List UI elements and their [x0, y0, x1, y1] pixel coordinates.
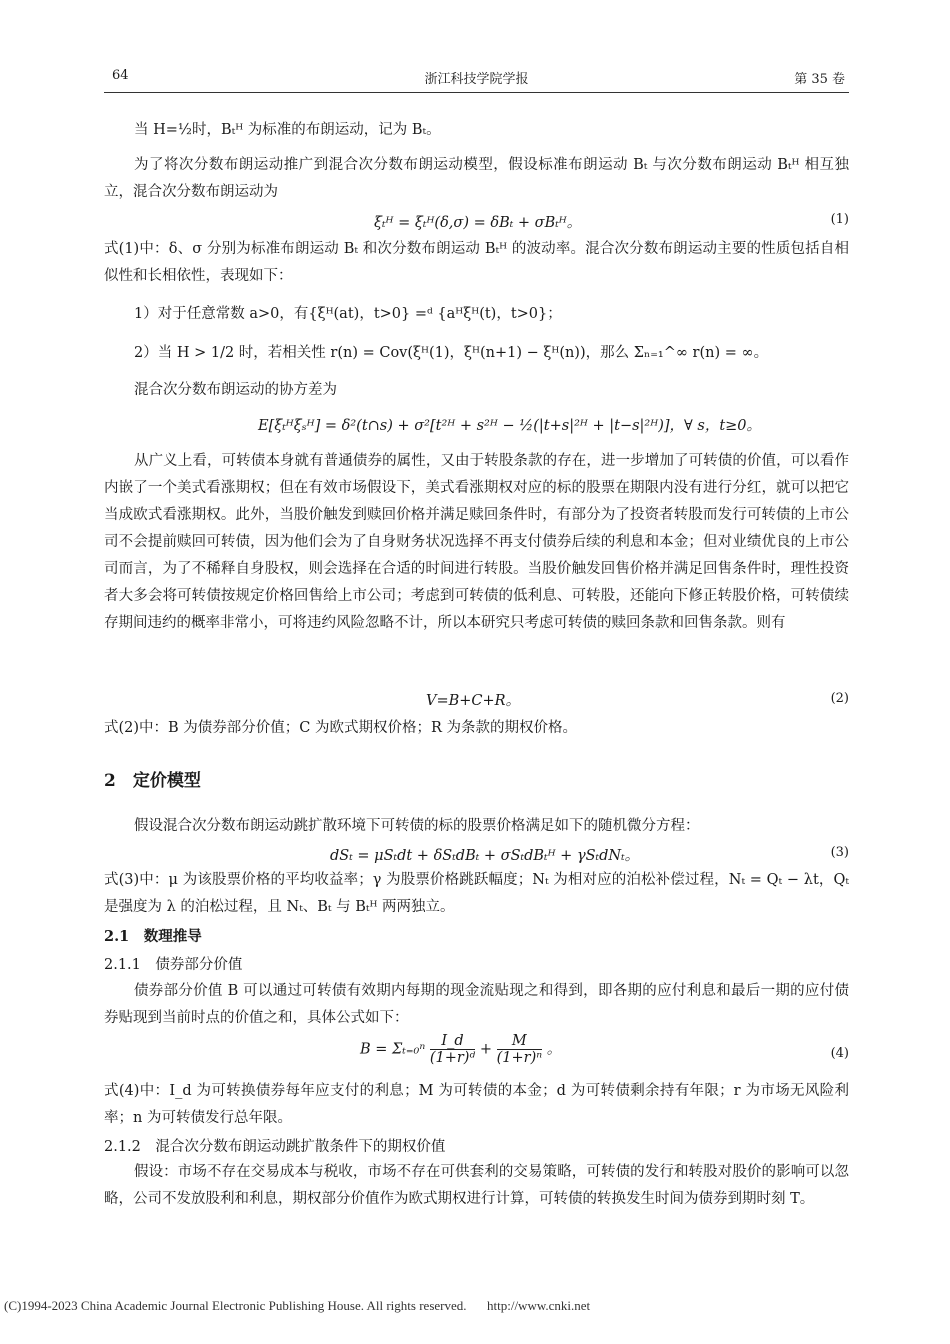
equation-4-number: (4): [830, 1046, 849, 1061]
eq4-end: 。: [546, 1041, 562, 1058]
section-2-1-2-heading: 2.1.2 混合次分数布朗运动跳扩散条件下的期权价值: [104, 1139, 446, 1155]
eq4-frac1-den: (1+r)ᵈ: [429, 1050, 476, 1066]
eq4-frac2-den: (1+r)ⁿ: [496, 1050, 543, 1066]
equation-2-number: (2): [830, 691, 849, 706]
volume-label: 第 35 卷: [794, 72, 845, 87]
journal-title: 浙江科技学院学报: [424, 72, 529, 87]
equation-covariance: E[ξₜᴴξₛᴴ] = δ²(t∩s) + σ²[t²ᴴ + s²ᴴ − ½(|t+s|²ᴴ + |t−s|²ᴴ)]，∀ s，t≥0。: [258, 418, 762, 434]
equation-2-note: 式(2)中：B 为债券部分价值；C 为欧式期权价格；R 为条款的期权价格。: [104, 720, 578, 736]
copyright-notice: (C)1994-2023 China Academic Journal Electronic Publishing House. All rights reserved.: [4, 1298, 467, 1313]
eq4-sum: Σₜ₌₀ⁿ: [392, 1041, 426, 1058]
section-2-1-heading: 2.1 数理推导: [104, 928, 202, 945]
equation-3: dSₜ = μSₜdt + δSₜdBₜ + σSₜdBₜᴴ + γSₜdNₜ。: [330, 848, 640, 864]
line-h-half: 当 H=½时，Bₜᴴ 为标准的布朗运动，记为 Bₜ。: [134, 122, 441, 138]
section-2-1-1-heading: 2.1.1 债券部分价值: [104, 957, 243, 973]
covariance-intro: 混合次分数布朗运动的协方差为: [134, 382, 337, 398]
section-2-heading: 2 定价模型: [104, 771, 201, 791]
para-broad-view: 从广义上看，可转债本身就有普通债券的属性，又由于转股条款的存在，进一步增加了可转债的价值，可以看作内嵌了一个美式看涨期权；但在有效市场假设下，美式看涨期权对应的标的股票在期限内没有进行分红，就可以把它当成欧式看涨期权。此外，当股价触发到赎回价格并满足赎回条件时，有部分为了投资者转股而发行可转债的上市公司不会提前赎回可转债，因为他们会为了自身财务状况选择不再支付债券后续的利息和本金；但对业绩优良的上市公司而言，为了不稀释自身股权，则会选择在合适的时间进行转股。当股价触发回售价格并满足回售条件时，理性投资者大多会将可转债按规定价格回售给上市公司；考虑到可转债的低利息、可转股，还能向下修正转股价格，可转债续存期间违约的概率非常小，可将违约风险忽略不计，所以本研究只考虑可转债的赎回条款和回售条款。则有: [104, 453, 849, 631]
eq4-frac1-num: I_d: [430, 1033, 475, 1050]
property-2: 2）当 H > 1/2 时，若相关性 r(n) = Cov(ξᴴ(1)，ξᴴ(n+1) − ξᴴ(n))，那么 Σₙ₌₁^∞ r(n) = ∞。: [134, 345, 769, 361]
eq4-plus: +: [479, 1041, 497, 1058]
header-rule: [104, 92, 849, 93]
eq4-frac2-num: M: [497, 1033, 543, 1050]
para-eq1-note: 式(1)中：δ、σ 分别为标准布朗运动 Bₜ 和次分数布朗运动 Bₜᴴ 的波动率。混合次分数布朗运动主要的性质包括自相似性和长相依性，表现如下：: [104, 241, 849, 284]
section-2-intro: 假设混合次分数布朗运动跳扩散环境下可转债的标的股票价格满足如下的随机微分方程：: [134, 818, 700, 834]
equation-2: V=B+C+R。: [426, 693, 521, 709]
cnki-url[interactable]: http://www.cnki.net: [487, 1298, 591, 1313]
property-1: 1）对于任意常数 a>0，有{ξᴴ(at)，t>0} =ᵈ {aᴴξᴴ(t)，t>0}；: [134, 306, 562, 322]
equation-3-number: (3): [830, 845, 849, 860]
equation-4: [360, 1033, 561, 1066]
section-2-1-2-para: 假设：市场不存在交易成本与税收，市场不存在可供套利的交易策略，可转债的发行和转股对股价的影响可以忽略，公司不发放股利和利息，期权部分价值作为欧式期权进行计算，可转债的转换发生时间为债券到期时刻 T。: [104, 1164, 849, 1207]
eq4-lhs: B =: [360, 1041, 393, 1058]
equation-3-note: 式(3)中：μ 为该股票价格的平均收益率；γ 为股票价格跳跃幅度；Nₜ 为相对应的泊松补偿过程，Nₜ = Qₜ − λt，Qₜ 是强度为 λ 的泊松过程，且 Nₜ、Bₜ 与 Bₜᴴ 两两独立。: [104, 872, 849, 915]
equation-1: ξₜᴴ = ξₜᴴ(δ,σ) = δBₜ + σBₜᴴ。: [374, 215, 582, 231]
equation-4-note: 式(4)中：I_d 为可转换债券每年应支付的利息；M 为可转债的本金；d 为可转债剩余持有年限；r 为市场无风险利率；n 为可转债发行总年限。: [104, 1083, 849, 1126]
section-2-1-1-para: 债券部分价值 B 可以通过可转债有效期内每期的现金流贴现之和得到，即各期的应付利息和最后一期的应付债券贴现到当前时点的价值之和，具体公式如下：: [104, 983, 849, 1026]
running-header: [104, 66, 849, 90]
eq4-fraction-principal: [497, 1033, 543, 1066]
equation-1-number: (1): [830, 212, 849, 227]
para-intro: 为了将次分数布朗运动推广到混合次分数布朗运动模型，假设标准布朗运动 Bₜ 与次分数布朗运动 Bₜᴴ 相互独立，混合次分数布朗运动为: [104, 157, 849, 200]
footer: [4, 1298, 590, 1314]
eq4-fraction-interest: [430, 1033, 475, 1066]
page-number: 64: [112, 68, 129, 83]
